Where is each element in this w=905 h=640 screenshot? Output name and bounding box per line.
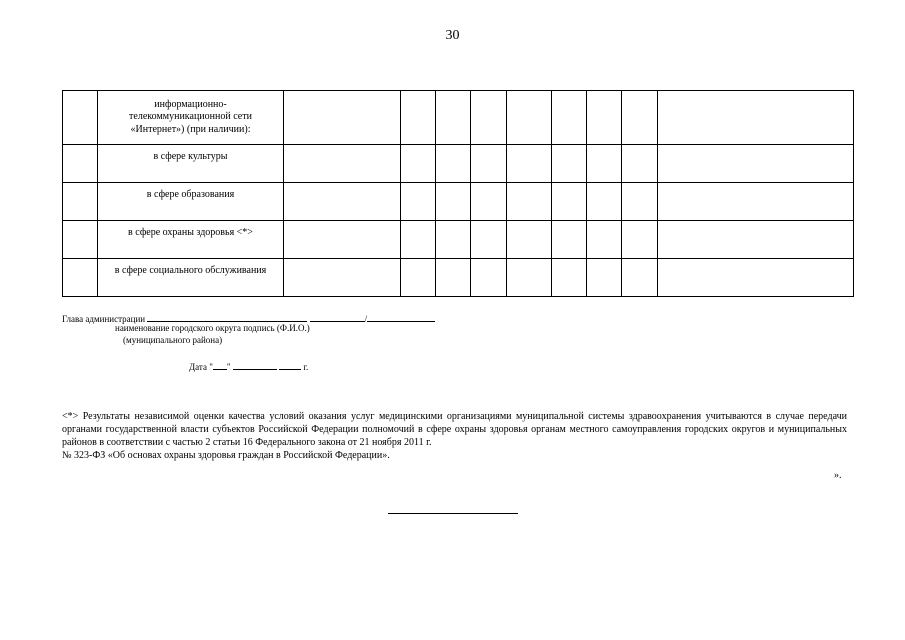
signature-caption-1: наименование городского округа подпись (Ф.И.О.) — [115, 323, 310, 333]
row-label: в сфере культуры — [98, 145, 284, 183]
month-blank — [233, 360, 277, 370]
signature-caption-2: (муниципального района) — [123, 335, 223, 345]
row-label: в сфере охраны здоровья <*> — [98, 221, 284, 259]
table-row — [63, 145, 854, 183]
table-row — [63, 91, 854, 145]
table-row — [63, 183, 854, 221]
date-mid: " — [226, 362, 231, 372]
year-blank — [279, 360, 301, 370]
day-blank — [213, 360, 227, 370]
report-table — [62, 90, 854, 297]
date-prefix: Дата " — [189, 362, 213, 372]
name-blank — [364, 312, 435, 324]
row-label: информационно-телекоммуникационной сети «Интернет») (при наличии): — [98, 91, 284, 145]
row-label: в сфере образования — [98, 183, 284, 221]
table-row — [63, 221, 854, 259]
row-label: в сфере социального обслуживания — [98, 259, 284, 297]
date-suffix: г. — [303, 362, 309, 372]
page-number: 30 — [445, 28, 460, 43]
signature-blank — [310, 312, 365, 322]
footnote-last-line: № 323-ФЗ «Об основах охраны здоровья граждан в Российской Федерации». — [62, 450, 390, 461]
date-line — [189, 360, 308, 373]
bottom-divider — [388, 513, 518, 514]
footnote — [62, 410, 847, 462]
closing-quote: ». — [834, 470, 842, 481]
table-cell — [63, 91, 98, 145]
head-label: Глава администрации — [62, 314, 146, 324]
table-row — [63, 259, 854, 297]
slash: / — [364, 314, 368, 324]
footnote-text: <*> Результаты независимой оценки качества условий оказания услуг медицинскими организациями муниципальной системы здравоохранения учитываются в случае передачи органами государственной власти субъектов Российской Федерации полномочий в сфере охраны здоровья органам местного самоуправления городских округов и муниципальных районов в соответствии с частью 2 статьи 16 Федерального закона от 21 ноября 2011 г. — [62, 411, 847, 448]
municipality-blank — [147, 312, 307, 322]
